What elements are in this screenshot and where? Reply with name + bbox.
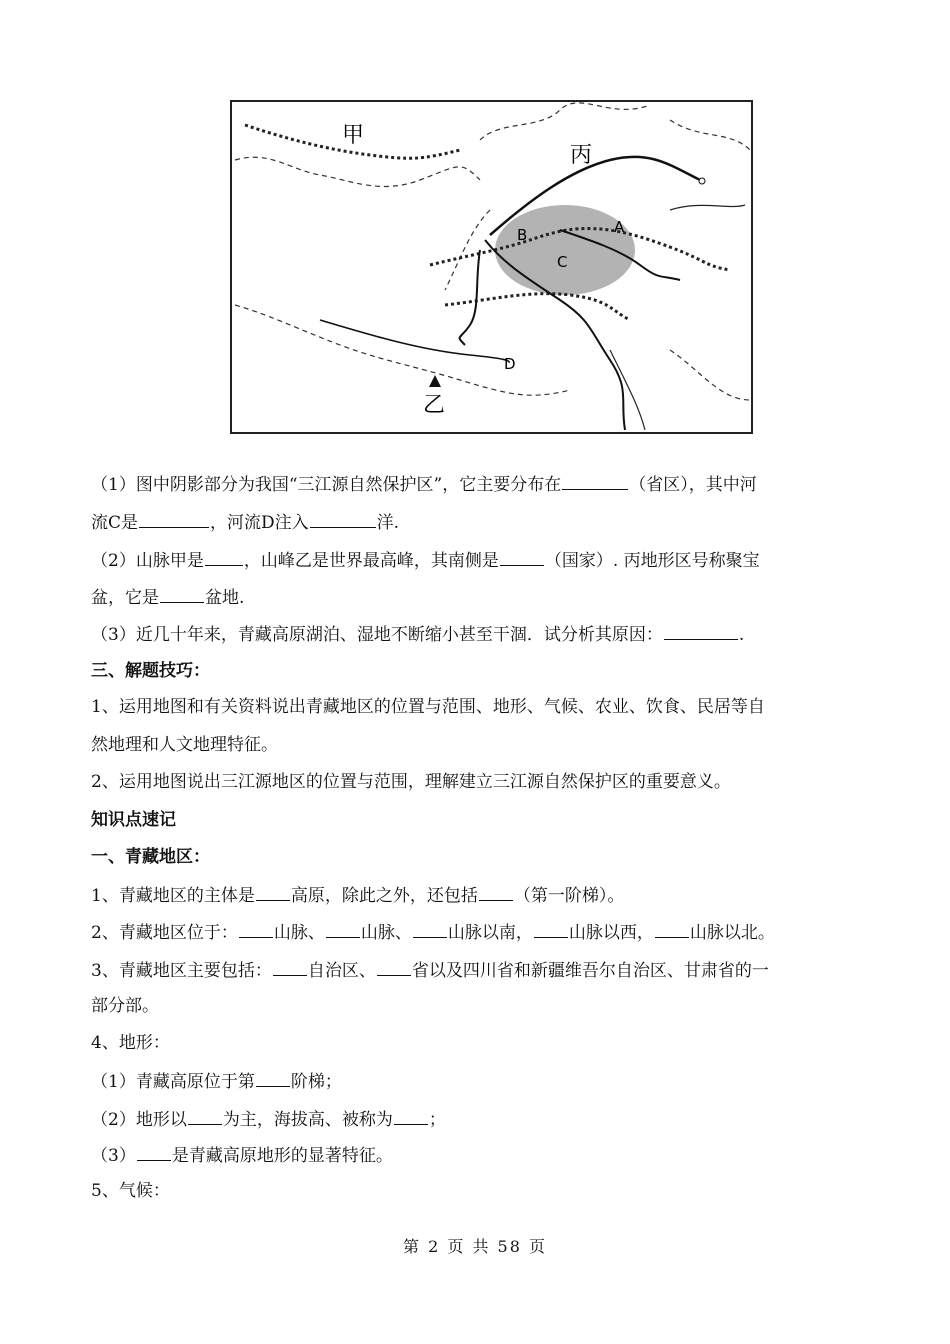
map-label-bing: 丙: [570, 143, 593, 168]
tip-1-line-2: 然地理和人文地理特征。: [91, 735, 278, 755]
tip-2: 2、运用地图说出三江源地区的位置与范围，理解建立三江源自然保护区的重要意义。: [91, 772, 731, 792]
map-label-b: B: [517, 226, 528, 244]
map-frame: [231, 101, 752, 433]
map-label-yi: 乙: [423, 393, 446, 418]
tip-1-line-1: 1、运用地图和有关资料说出青藏地区的位置与范围、地形、气候、农业、饮食、民居等自: [91, 697, 765, 717]
map-label-c: C: [557, 253, 568, 271]
answer-blank[interactable]: [310, 510, 376, 528]
question-2-line-2: 盆，它是 盆地.: [91, 585, 244, 609]
question-1-line-2: 流C是 ，河流D注入 洋.: [91, 510, 399, 534]
note-4-1: （1）青藏高原位于第 阶梯；: [91, 1069, 342, 1093]
answer-blank[interactable]: [137, 1143, 171, 1161]
answer-blank[interactable]: [413, 920, 447, 938]
answer-blank[interactable]: [188, 1107, 222, 1125]
answer-blank[interactable]: [655, 920, 689, 938]
page-footer: 第 2 页 共 58 页: [403, 1237, 547, 1256]
note-2: 2、青藏地区位于： 山脉、 山脉、 山脉以南， 山脉以西， 山脉以北。: [91, 920, 775, 944]
answer-blank[interactable]: [256, 883, 290, 901]
note-3-line-1: 3、青藏地区主要包括： 自治区、 省以及四川省和新疆维吾尔自治区、甘肃省的一: [91, 958, 769, 982]
note-1: 1、青藏地区的主体是 高原，除此之外，还包括 （第一阶梯）。: [91, 883, 624, 907]
map-label-d: D: [504, 355, 516, 373]
question-1-line-1: （1）图中阴影部分为我国“三江源自然保护区”，它主要分布在 （省区），其中河: [91, 472, 757, 496]
question-2-line-1: （2）山脉甲是 ，山峰乙是世界最高峰，其南侧是 （国家）. 丙地形区号称聚宝: [91, 548, 760, 572]
answer-blank[interactable]: [205, 548, 243, 566]
note-4-2: （2）地形以 为主，海拔高、被称为 ；: [91, 1107, 446, 1131]
answer-blank[interactable]: [664, 622, 738, 640]
map-figure: [230, 100, 753, 434]
answer-blank[interactable]: [394, 1107, 428, 1125]
answer-blank[interactable]: [139, 510, 209, 528]
section-heading-qingzang: 一、青藏地区：: [91, 847, 210, 867]
answer-blank[interactable]: [256, 1069, 290, 1087]
answer-blank[interactable]: [377, 958, 411, 976]
answer-blank[interactable]: [273, 958, 307, 976]
answer-blank[interactable]: [479, 883, 513, 901]
answer-blank[interactable]: [500, 548, 544, 566]
answer-blank[interactable]: [239, 920, 273, 938]
note-4: 4、地形：: [91, 1033, 170, 1053]
answer-blank[interactable]: [326, 920, 360, 938]
note-5: 5、气候：: [91, 1181, 170, 1201]
answer-blank[interactable]: [160, 585, 204, 603]
map-label-a: A: [614, 218, 625, 236]
map-label-jia: 甲: [342, 123, 365, 148]
river-mouth-marker: [699, 178, 705, 184]
note-3-line-2: 部分部。: [91, 996, 159, 1016]
answer-blank[interactable]: [534, 920, 568, 938]
question-3: （3）近几十年来，青藏高原湖泊、湿地不断缩小甚至干涸．试分析其原因： .: [91, 622, 744, 646]
section-heading-tips: 三、解题技巧：: [91, 661, 210, 681]
answer-blank[interactable]: [562, 472, 628, 490]
notes-heading: 知识点速记: [91, 810, 176, 830]
note-4-3: （3） 是青藏高原地形的显著特征。: [91, 1143, 393, 1167]
